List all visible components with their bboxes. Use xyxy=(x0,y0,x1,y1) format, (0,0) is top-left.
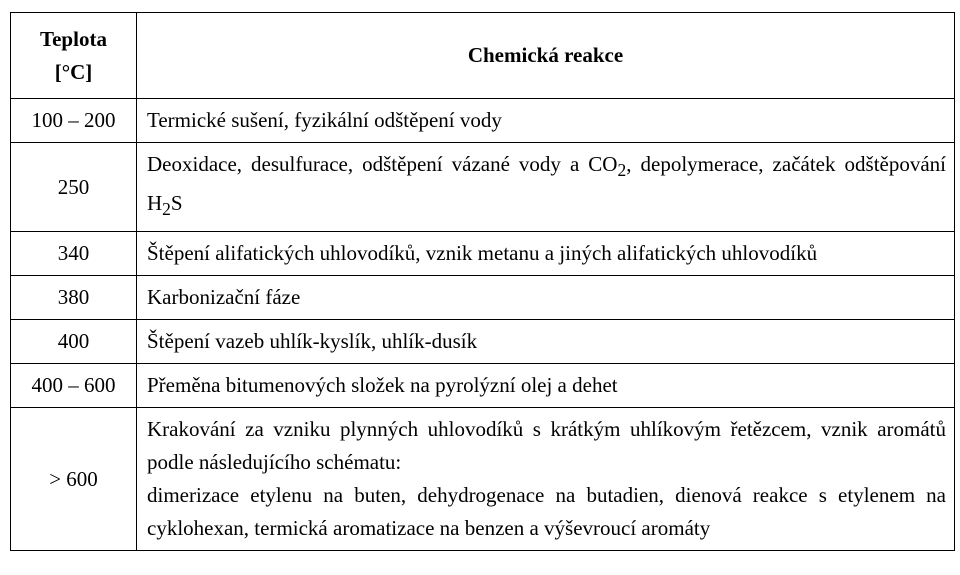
table-row xyxy=(11,232,955,276)
reaction-cell: Přeměna bitumenových složek na pyrolýzní olej a dehet xyxy=(137,364,955,408)
temperature-cell: 340 xyxy=(11,232,137,276)
reaction-paragraph: dimerizace etylenu na buten, dehydrogenace na butadien, dienová reakce s etylenem na cyklohexan, termická aromatizace na benzen a výševroucí aromáty xyxy=(147,483,946,541)
temperature-cell: 400 – 600 xyxy=(11,364,137,408)
reaction-text-part: , depolymerace, začátek odštěpování H xyxy=(147,152,947,216)
reaction-cell xyxy=(137,408,955,551)
reaction-table-container xyxy=(10,12,954,551)
reaction-cell: Štěpení alifatických uhlovodíků, vznik metanu a jiných alifatických uhlovodíků xyxy=(137,232,955,276)
reaction-paragraph: Krakování za vzniku plynných uhlovodíků s krátkým uhlíkovým řetězcem, vznik aromátů podle následujícího schématu: xyxy=(147,417,946,475)
temperature-column-header xyxy=(11,13,137,99)
temperature-cell: 250 xyxy=(11,143,137,232)
table-header-row xyxy=(11,13,955,99)
table-row xyxy=(11,320,955,364)
reaction-text-part: Deoxidace, desulfurace, odštěpení vázané vody a CO xyxy=(147,152,618,176)
table-row xyxy=(11,408,955,551)
table-row xyxy=(11,364,955,408)
table-row xyxy=(11,276,955,320)
temperature-cell: 400 xyxy=(11,320,137,364)
subscript-two: 2 xyxy=(617,160,627,181)
reaction-cell: Štěpení vazeb uhlík-kyslík, uhlík-dusík xyxy=(137,320,955,364)
temperature-cell: 100 – 200 xyxy=(11,99,137,143)
subscript-two: 2 xyxy=(162,199,171,220)
temperature-cell: 380 xyxy=(11,276,137,320)
reaction-cell: Termické sušení, fyzikální odštěpení vody xyxy=(137,99,955,143)
temperature-reaction-table xyxy=(10,12,955,551)
table-row xyxy=(11,99,955,143)
table-row xyxy=(11,143,955,232)
reaction-text-part: S xyxy=(170,191,183,216)
temperature-header-line1: Teplota xyxy=(40,26,107,51)
temperature-cell: > 600 xyxy=(11,408,137,551)
reaction-cell: Karbonizační fáze xyxy=(137,276,955,320)
reaction-cell xyxy=(137,143,955,232)
reaction-column-header: Chemická reakce xyxy=(137,13,955,99)
temperature-header-line2: [°C] xyxy=(54,59,93,84)
